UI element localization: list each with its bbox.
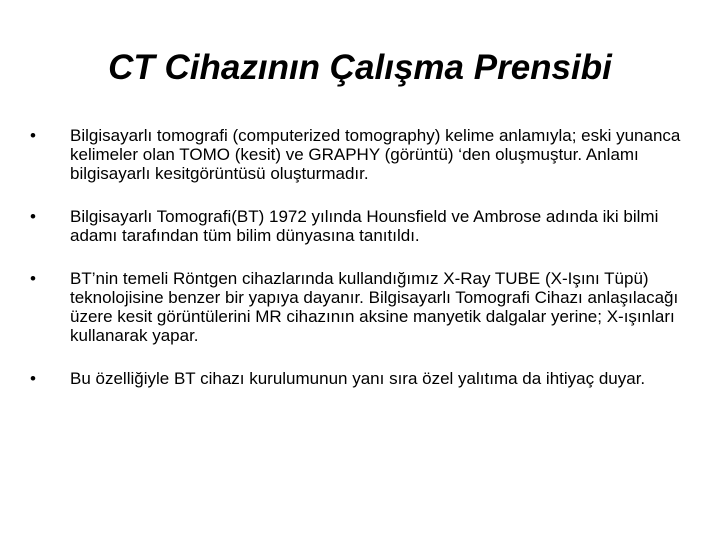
bullet-marker: • [30,269,36,288]
bullet-list [30,126,690,412]
bullet-text: Bilgisayarlı tomografi (computerized tomography) kelime anlamıyla; eski yunanca kelimeler olan TOMO (kesit) ve GRAPHY (görüntü) ‘den oluşmuştur. Anlamı bilgisayarlı kesitgörüntüsü oluşturmadır. [70,126,681,183]
bullet-marker: • [30,207,36,226]
bullet-text: BT’nin temeli Röntgen cihazlarında kullandığımız X-Ray TUBE (X-Işını Tüpü) teknolojisine benzer bir yapıya dayanır. Bilgisayarlı Tomografi Cihazı anlaşılacağı üzere kesit görüntülerini MR cihazının aksine manyetik dalgalar yerine; X-ışınları kullanarak yapar. [70,269,679,345]
bullet-text: Bilgisayarlı Tomografi(BT) 1972 yılında Hounsfield ve Ambrose adında iki bilmi adamı tarafından tüm bilim dünyasına tanıtıldı. [70,207,659,245]
bullet-item [30,207,690,245]
slide-title: CT Cihazının Çalışma Prensibi [108,48,612,87]
bullet-item [30,126,690,183]
bullet-item [30,269,690,345]
bullet-marker: • [30,126,36,145]
bullet-text: Bu özelliğiyle BT cihazı kurulumunun yanı sıra özel yalıtıma da ihtiyaç duyar. [70,369,646,388]
bullet-item [30,369,690,388]
bullet-marker: • [30,369,36,388]
